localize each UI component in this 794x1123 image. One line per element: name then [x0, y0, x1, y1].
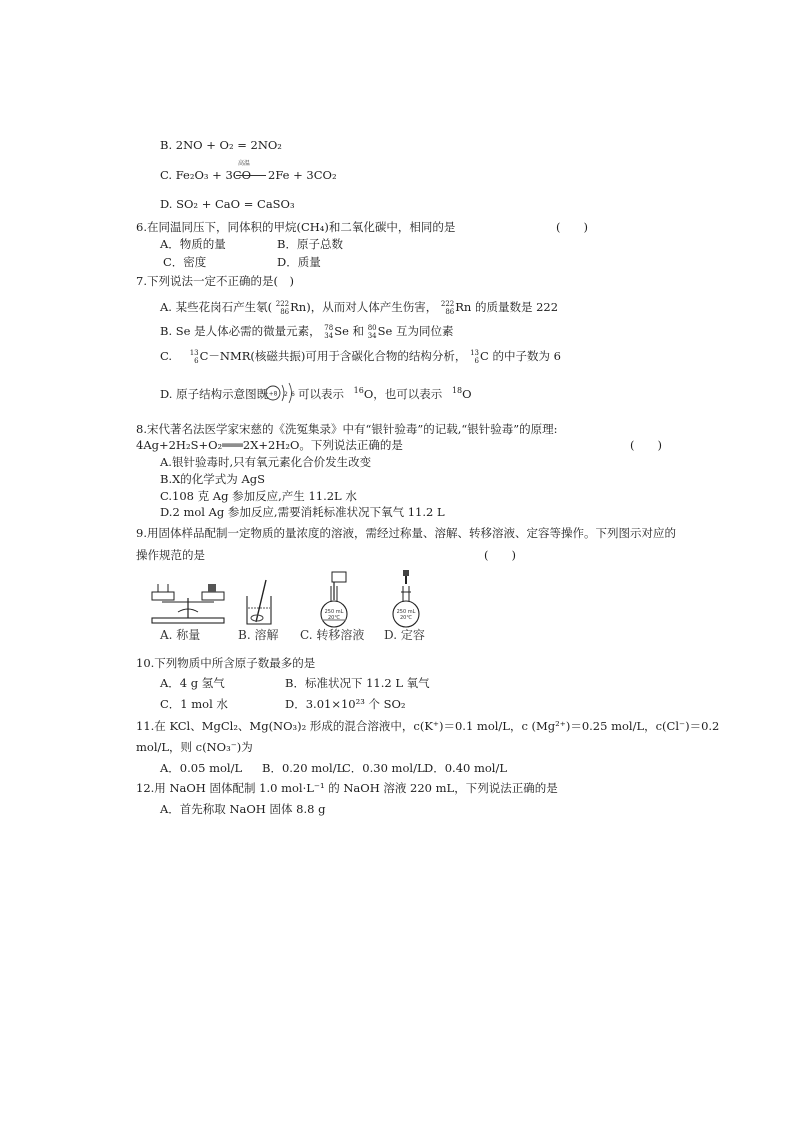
q7-c-text-post: C 的中子数为 6 — [479, 349, 561, 363]
se78-nuclide-symbol: 78 34 — [324, 324, 334, 340]
flask-temperature-label: 20℃ — [328, 615, 340, 621]
q9-stem-line2: 操作规范的是 — [136, 548, 205, 562]
q7-a-text-mid: Rn)，从而对人体产生伤害， — [290, 300, 438, 314]
q10-option-b: B．标准状况下 11.2 L 氧气 — [285, 676, 430, 690]
caption-d-fix-volume: D. 定容 — [384, 628, 425, 642]
q7-b-text-mid: Se 和 — [334, 324, 365, 338]
caption-b-dissolving: B. 溶解 — [238, 628, 279, 642]
q7-option-c — [160, 348, 561, 365]
nucleus-charge: +8 — [268, 390, 278, 398]
q11-option-b: B．0.20 mol/L — [262, 761, 345, 775]
shell2-electrons: 6 — [291, 391, 295, 398]
q7-stem: 7.下列说法一定不正确的是( ) — [136, 274, 294, 288]
flask-volume-label-d: 250 mL — [396, 609, 416, 615]
q5-option-c-left: C. Fe₂O₃ + 3CO — [160, 168, 251, 182]
q7-c-text-mid: C－NMR(核磁共振)可用于含碳化合物的结构分析， — [199, 349, 467, 363]
q11-option-c: C．0.30 mol/L — [342, 761, 425, 775]
q5-reaction-arrow — [236, 175, 266, 176]
q7-d-text-mid2: O，也可以表示 — [363, 387, 443, 401]
c13-nuclide-symbol-2: 13 6 — [470, 349, 479, 365]
q11-stem-line1: 11.在 KCl、MgCl₂、Mg(NO₃)₂ 形成的混合溶液中，c(K⁺)＝0.1 mol/L，c (Mg²⁺)＝0.25 mol/L，c(Cl⁻)＝0.2 — [136, 719, 720, 733]
rn-nuclide-symbol: 222 86 — [275, 300, 290, 316]
q10-option-d: D．3.01×10²³ 个 SO₂ — [285, 697, 406, 711]
q7-option-d-post — [298, 386, 472, 402]
q8-option-a: A.银针验毒时,只有氧元素化合价发生改变 — [160, 455, 372, 469]
se80-nuclide-symbol: 80 34 — [367, 324, 377, 340]
q7-option-d-pre: D. 原子结构示意图既 — [160, 387, 269, 401]
q5-option-d: D. SO₂ + CaO = CaSO₃ — [160, 197, 295, 211]
caption-c-transfer: C. 转移溶液 — [300, 628, 365, 642]
q6-answer-bracket: ( ) — [556, 220, 588, 234]
q5-option-c-condition: 高温 — [238, 160, 251, 167]
q6-option-a: A．物质的量 — [160, 237, 226, 251]
q8-equation: 4Ag+2H₂S+O₂═══2X+2H₂O。下列说法正确的是 — [136, 438, 403, 452]
q11-option-d: D．0.40 mol/L — [424, 761, 507, 775]
fix-volume-figure — [388, 568, 424, 630]
q10-stem: 10.下列物质中所含原子数最多的是 — [136, 656, 316, 670]
atomic-structure-diagram — [264, 380, 298, 406]
q5-option-b: B. 2NO + O₂ = 2NO₂ — [160, 138, 282, 152]
q7-d-text-mid: 可以表示 — [298, 387, 344, 401]
o18-mass-number: 18 — [451, 386, 463, 396]
balance-scale-figure — [148, 578, 228, 626]
q8-answer-bracket: ( ) — [630, 438, 662, 452]
q10-option-c: C．1 mol 水 — [160, 697, 228, 711]
q8-option-d: D.2 mol Ag 参加反应,需要消耗标准状况下氧气 11.2 L — [160, 505, 445, 519]
c13-nuclide-symbol: 13 6 — [189, 349, 199, 365]
flask-volume-label: 250 mL — [324, 609, 344, 615]
q6-option-b: B．原子总数 — [277, 237, 343, 251]
q7-option-b — [160, 323, 453, 340]
q8-option-b: B.X的化学式为 AgS — [160, 472, 265, 486]
q6-stem: 6.在同温同压下，同体积的甲烷(CH₄)和二氧化碳中，相同的是 — [136, 220, 456, 234]
shell1-electrons: 2 — [284, 391, 288, 398]
flask-temperature-label-d: 20℃ — [400, 615, 412, 621]
rn-nuclide-symbol-2: 222 86 — [440, 300, 455, 316]
transfer-solution-figure — [312, 568, 358, 630]
q9-answer-bracket: ( ) — [484, 548, 516, 562]
q7-b-text-post: Se 互为同位素 — [377, 324, 454, 338]
q7-option-a — [160, 299, 558, 316]
caption-a-weighing: A. 称量 — [160, 628, 201, 642]
q8-stem: 8.宋代著名法医学家宋慈的《洗冤集录》中有“银针验毒”的记载,“银针验毒”的原理: — [136, 422, 558, 436]
q11-stem-line2: mol/L，则 c(NO₃⁻)为 — [136, 740, 253, 754]
q7-c-text-pre: C. — [160, 349, 173, 363]
q7-a-text-pre: A. 某些花岗石产生氡( — [160, 300, 273, 314]
q12-stem: 12.用 NaOH 固体配制 1.0 mol·L⁻¹ 的 NaOH 溶液 220 mL，下列说法正确的是 — [136, 781, 558, 795]
q8-option-c: C.108 克 Ag 参加反应,产生 11.2L 水 — [160, 489, 357, 503]
q6-option-c: C．密度 — [163, 255, 207, 269]
q12-option-a: A．首先称取 NaOH 固体 8.8 g — [160, 802, 326, 816]
q5-option-c-right: 2Fe + 3CO₂ — [268, 168, 337, 182]
q6-option-d: D．质量 — [277, 255, 321, 269]
q10-option-a: A．4 g 氢气 — [160, 676, 225, 690]
o16-mass-number: 16 — [353, 386, 364, 396]
q7-a-text-post: Rn 的质量数是 222 — [455, 300, 559, 314]
beaker-dissolving-figure — [242, 578, 276, 628]
q11-option-a: A．0.05 mol/L — [160, 761, 243, 775]
q9-stem-line1: 9.用固体样品配制一定物质的量浓度的溶液，需经过称量、溶解、转移溶液、定容等操作。下列图示对应的 — [136, 526, 676, 540]
q7-d-text-end: O — [462, 387, 472, 401]
q7-b-text-pre: B. Se 是人体必需的微量元素， — [160, 324, 321, 338]
